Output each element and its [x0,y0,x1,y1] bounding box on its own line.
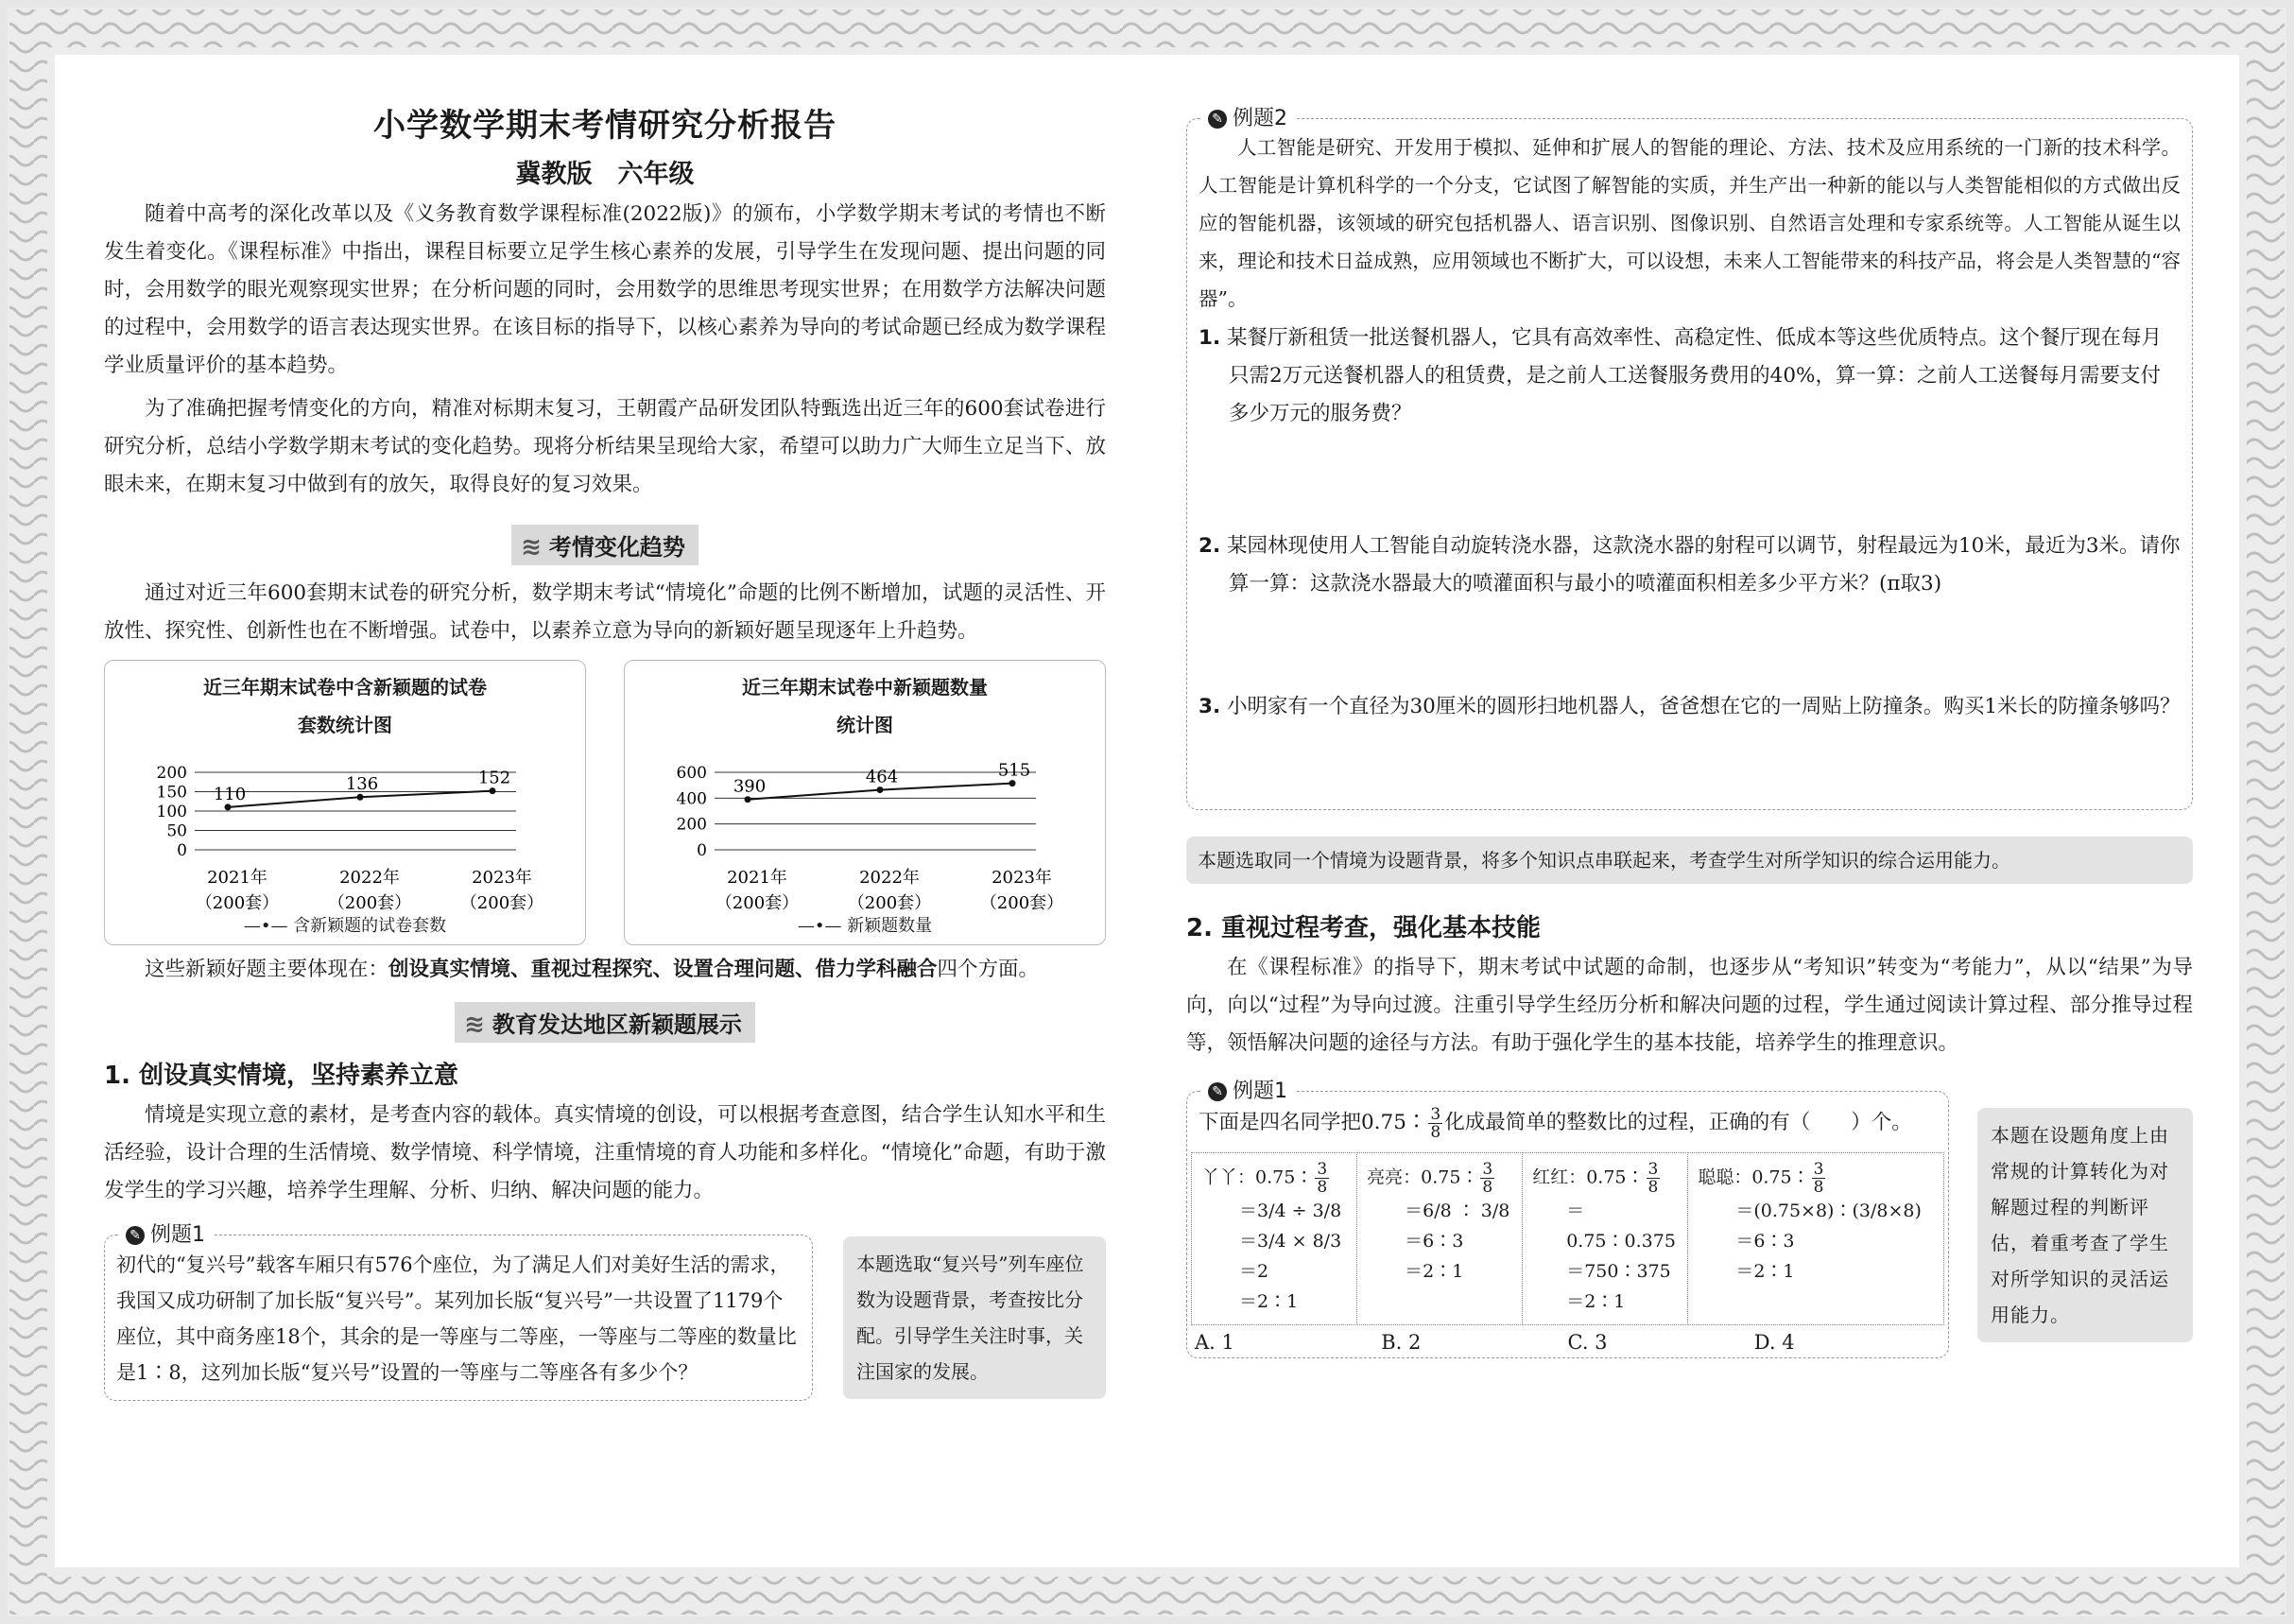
chart1-legend: —•— 含新颖题的试卷套数 [243,916,447,936]
example3-note: 本题在设题角度上由常规的计算转化为对解题过程的判断评估，着重考查了学生对所学知识的灵活运用能力。 [1977,1108,2193,1342]
q1-number: 1. [1199,326,1221,350]
chart1-data-label: 110 [213,784,247,804]
chart2-x-tick-label: 2023年 [992,868,1052,888]
student-2-line: ＝6/8 ∶ 3/8 [1405,1201,1510,1221]
example2-question-1 [1199,320,2181,433]
example2-content [1187,119,2192,726]
frac-den: 8 [1813,1178,1824,1197]
q2-number: 2. [1199,534,1221,558]
student-3-lines [1532,1196,1678,1317]
pencil-icon: ✎ [1208,1082,1227,1101]
frac-num: 3 [1813,1160,1824,1179]
showcase-heading-label: 教育发达地区新颖题展示 [492,1011,742,1038]
ex3-q-post: 化成最简单的整数比的过程，正确的有（ ）个。 [1444,1111,1912,1134]
summary-suffix: 四个方面。 [937,958,1040,981]
example2-question-2 [1199,527,2181,603]
chart1-x-tick-note: （200套） [459,893,544,913]
summary-prefix: 这些新颖好题主要体现在： [145,958,389,981]
chart1-legend-label: 含新颖题的试卷套数 [293,916,447,936]
chart1-data-label: 136 [345,774,379,795]
frac [1812,1161,1826,1196]
example1-note: 本题选取“复兴号”列车座位数为设题背景，考查按比分配。引导学生关注时事，关注国家的发展。 [843,1236,1106,1399]
example3-tag [1200,1075,1295,1104]
ex3-frac-den: 8 [1430,1122,1441,1142]
page-subtitle: 冀教版 六年级 [515,160,695,189]
frac [1480,1161,1494,1196]
right-column [1186,99,2193,1358]
chart1-data-label: 152 [477,768,511,788]
summary-emphasis: 创设真实情境、重视过程探究、设置合理问题、借力学科融合 [388,958,938,981]
chart2-data-label: 464 [865,767,899,787]
example2-intro: 人工智能是研究、开发用于模拟、延伸和扩展人的智能的理论、方法、技术及应用系统的一门新的技术科学。人工智能是计算机科学的一个分支，它试图了解智能的实质，并生产出一种新的能以与人类智能相似的方式做出反应的智能机器，该领域的研究包括机器人、语言识别、图像识别、自然语言处理和专家系统等。人工智能从诞生以来，理论和技术日益成熟，应用领域也不断扩大，可以设想，未来人工智能带来的科技产品，将会是人类智慧的“容器”。 [1199,136,2181,310]
example1-tag [118,1218,213,1248]
q3-text: 小明家有一个直径为30厘米的圆形扫地机器人，爸爸想在它的一周贴上防撞条。购买1米长的防撞条够吗？ [1226,695,2181,718]
example2-tag [1200,102,1295,131]
chart2-title-line1: 近三年期末试卷中新颖题数量 [742,676,988,699]
student-cell-3 [1523,1153,1688,1325]
q1-text: 某餐厅新租赁一批送餐机器人，它具有高效率性、高稳定性、低成本等这些优质特点。这个餐厅现在每月只需2万元送餐机器人的租赁费，是之前人工送餐服务费用的40%，算一算：之前人工送餐每月需要支付多少万元的服务费？ [1226,326,2162,425]
frac-num: 3 [1482,1160,1493,1179]
q2-text: 某园林现使用人工智能自动旋转浇水器，这款浇水器的射程可以调节，射程最远为10米，最近为3米。请你算一算：这款浇水器最大的喷灌面积与最小的喷灌面积相差多少平方米？(π取3) [1226,534,2181,596]
chart2-x-tick-label: 2022年 [859,868,920,888]
ex3-q-pre: 下面是四名同学把0.75∶ [1199,1111,1427,1134]
sub1-title: 1. 创设真实情境，坚持素养立意 [104,1062,459,1090]
example2-tag-label: 例题2 [1233,107,1287,130]
trend-paragraph: 通过对近三年600套期末试卷的研究分析，数学期末考试“情境化”命题的比例不断增加，试题的灵活性、开放性、探究性、创新性也在不断增强。试卷中，以素养立意为导向的新颖好题呈现逐年上升趋势。 [104,581,1106,643]
answer-options [1187,1325,1948,1357]
chart1-ytick-label: 50 [166,821,187,841]
chart2-x-tick-label: 2021年 [727,868,787,888]
sub2-title: 2. 重视过程考查，强化基本技能 [1186,914,1542,942]
intro-paragraph-2: 为了准确把握考情变化的方向，精准对标期末复习，王朝霞产品研发团队特甄选出近三年的600套试卷进行研究分析，总结小学数学期末考试的变化趋势。现将分析结果呈现给大家，希望可以助力广大师生立足当下、放眼未来，在期末复习中做到有的放矢，取得良好的复习效果。 [104,397,1106,496]
student-cell-2 [1357,1153,1523,1325]
example2-note: 本题选取同一个情境为设题背景，将多个知识点串联起来，考查学生对所学知识的综合运用能力。 [1186,837,2193,884]
chart1-title-line2: 套数统计图 [298,714,392,736]
student-2-name: 亮亮：0.75∶ [1367,1166,1479,1188]
example3-box [1186,1080,1949,1358]
chart2-x-tick-note: （200套） [847,893,932,913]
option-d[interactable]: D. 4 [1753,1331,1795,1354]
option-a[interactable]: A. 1 [1195,1331,1234,1354]
chart2-svg [625,661,1105,944]
chart2-x-tick-note: （200套） [715,893,800,913]
sub2-paragraph: 在《课程标准》的指导下，期末考试中试题的命制，也逐步从“考知识”转变为“考能力”，从以“结果”为导向，向以“过程”为导向过渡。注重引导学生经历分析和解决问题的过程，学生通过阅读计算过程、部分推导过程等，领悟解决问题的途径与方法。有助于强化学生的基本技能，培养学生的推理意识。 [1186,956,2193,1055]
charts-row [104,660,1106,945]
chart1-ytick-label: 150 [156,783,187,803]
chart-box-1 [104,660,586,945]
student-4-line: ＝6∶3 [1735,1231,1795,1252]
chart1-x-tick-note: （200套） [327,893,412,913]
student-1-name: 丫丫：0.75∶ [1201,1166,1314,1188]
chart1-x-tick-label: 2021年 [207,868,267,888]
chart1-point [357,794,364,801]
student-1-line: ＝3/4 × 8/3 [1239,1231,1342,1252]
student-4-lines [1698,1196,1934,1287]
frac-den: 8 [1482,1178,1493,1197]
student-4-line: ＝2∶1 [1735,1261,1795,1282]
frac [1647,1161,1661,1196]
page-title: 小学数学期末考情研究分析报告 [373,107,837,145]
frac-num: 3 [1317,1160,1328,1179]
chart2-point [745,796,751,803]
chart2-legend-label: 新颖题数量 [847,916,933,936]
ex3-frac-num: 3 [1430,1104,1441,1124]
student-3-name: 红红：0.75∶ [1532,1166,1645,1188]
chart1-x-tick-note: （200套） [195,893,280,913]
example3-question [1187,1092,1948,1152]
chart1-x-tick-label: 2023年 [472,868,532,888]
chart-box-2 [624,660,1106,945]
chart2-ytick-label: 400 [676,789,707,809]
student-1-line: ＝3/4 ÷ 3/8 [1239,1201,1342,1221]
student-4-name: 聪聪：0.75∶ [1698,1166,1810,1188]
frac-den: 8 [1647,1178,1659,1197]
chart2-ytick-label: 200 [676,815,707,835]
example2-question-3 [1199,688,2181,726]
student-4-line: ＝(0.75×8)∶(3/8×8) [1735,1201,1922,1221]
student-1-line: ＝2 [1239,1261,1269,1282]
process-table [1191,1152,1944,1325]
chart2-ytick-label: 600 [676,764,707,783]
chart1-title-line1: 近三年期末试卷中含新颖题的试卷 [203,676,487,699]
student-1-line: ＝2∶1 [1239,1291,1299,1312]
student-3-line: ＝0.75∶0.375 [1566,1201,1676,1252]
trend-section-heading [104,525,1106,565]
example1-row [104,1210,1106,1401]
chart1-svg [105,661,585,944]
frac-num: 3 [1647,1160,1659,1179]
chart1-ytick-label: 0 [177,841,187,860]
option-c[interactable]: C. 3 [1567,1331,1608,1354]
showcase-section-heading [104,1002,1106,1043]
student-2-lines [1367,1196,1512,1287]
example1-tag-label: 例题1 [150,1223,205,1247]
student-3-line: ＝750∶375 [1566,1261,1671,1282]
chart2-point [877,786,884,793]
frac [1315,1161,1329,1196]
student-cell-4 [1688,1153,1944,1325]
ex3-fraction [1428,1106,1442,1141]
pencil-icon: ✎ [1208,110,1227,129]
student-1-lines [1201,1196,1347,1317]
example2-box [1186,107,2193,810]
chart2-legend: —•— 新颖题数量 [797,916,933,936]
intro-paragraph-1: 随着中高考的深化改革以及《义务教育数学课程标准(2022版)》的颁布，小学数学期末考试的考情也不断发生着变化。《课程标准》中指出，课程目标要立足学生核心素养的发展，引导学生在发现问题、提出问题的同时，会用数学的眼光观察现实世界；在分析问题的同时，会用数学的思维思考现实世界；在用数学方法解决问题的过程中，会用数学的语言表达现实世界。在该目标的指导下，以核心素养为导向的考试命题已经成为数学课程学业质量评价的基本趋势。 [104,202,1106,377]
wave-icon: ≋ [464,1011,485,1039]
chart1-ytick-label: 100 [156,803,187,821]
student-3-line: ＝2∶1 [1566,1291,1626,1312]
sub1-paragraph: 情境是实现立意的素材，是考查内容的载体。真实情境的创设，可以根据考查意图，结合学生认知水平和生活经验，设计合理的生活情境、数学情境、科学情境，注重情境的育人功能和多样化。“情境化”命题，有助于激发学生的学习兴趣，培养学生理解、分析、归纳、解决问题的能力。 [104,1103,1106,1202]
student-2-line: ＝2∶1 [1405,1261,1464,1282]
example3-row [1186,1063,2193,1358]
chart2-data-label: 515 [997,760,1031,781]
student-cell-1 [1192,1153,1357,1325]
frac-den: 8 [1317,1178,1328,1197]
trend-heading-label: 考情变化趋势 [548,534,685,561]
q3-number: 3. [1199,695,1221,718]
chart2-ytick-label: 0 [697,841,707,860]
example3-tag-label: 例题1 [1233,1080,1287,1103]
chart2-point [1009,780,1016,786]
chart2-title-line2: 统计图 [837,714,893,736]
chart2-data-label: 390 [733,776,767,797]
chart1-point [225,803,232,810]
left-column [104,99,1106,1401]
wave-icon: ≋ [521,533,542,561]
student-2-line: ＝6∶3 [1405,1231,1464,1252]
pencil-icon: ✎ [126,1226,145,1245]
summary-paragraph [104,951,1106,989]
option-b[interactable]: B. 2 [1381,1331,1422,1354]
example1-box [104,1223,813,1401]
example1-text: 初代的“复兴号”载客车厢只有576个座位，为了满足人们对美好生活的需求，我国又成功研制了加长版“复兴号”。某列加长版“复兴号”一共设置了1179个座位，其中商务座18个，其余的是一等座与二等座，一等座与二等座的数量比是1∶8，这列加长版“复兴号”设置的一等座与二等座各有多少个？ [116,1253,797,1384]
process-table-wrap [1187,1152,1948,1325]
chart1-point [490,787,496,794]
chart2-x-tick-note: （200套） [979,893,1064,913]
chart1-x-tick-label: 2022年 [339,868,400,888]
chart1-ytick-label: 200 [156,764,187,783]
